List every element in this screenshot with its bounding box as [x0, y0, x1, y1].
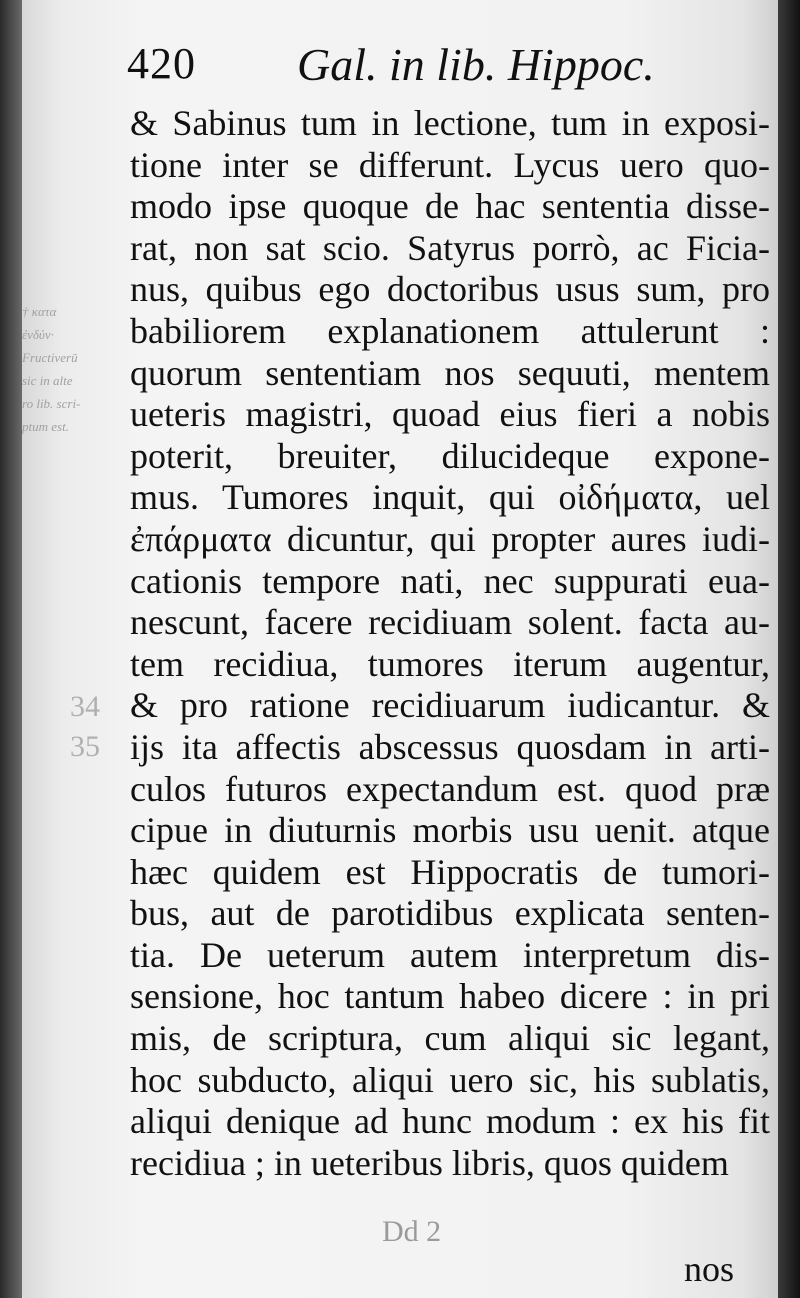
margin-number: 34 [70, 690, 100, 723]
running-head [127, 38, 687, 98]
text-line: hoc subducto, aliqui uero sic, his sublatis, [130, 1059, 770, 1100]
signature-mark: Dd 2 [382, 1215, 442, 1248]
body-text [130, 103, 770, 1184]
margin-note [22, 300, 112, 438]
text-line: hæc quidem est Hippocratis de tumori- [130, 851, 770, 892]
margin-note-line: Fructiverū [22, 350, 78, 365]
text-line: tia. De ueterum autem interpretum dis- [130, 934, 770, 975]
margin-note-line: ptum est. [22, 419, 69, 434]
text-line: mus. Tumores inquit, qui οἰδήματα, uel [130, 477, 770, 518]
margin-number: 35 [70, 730, 100, 763]
running-title: Gal. in lib. Hippoc. [297, 39, 655, 90]
text-line: poterit, breuiter, dilucideque expone- [130, 435, 770, 476]
page-number: 420 [127, 39, 196, 88]
margin-note-line: ro lib. scri- [22, 396, 81, 411]
book-page [22, 0, 778, 1298]
text-line: recidiua ; in ueteribus libris, quos quidem [130, 1142, 729, 1183]
page-edge-shadow [778, 0, 800, 1298]
text-line: tione inter se differunt. Lycus uero quo- [130, 144, 770, 185]
catchword: nos [683, 1249, 734, 1289]
text-line: ueteris magistri, quoad eius fieri a nobis [130, 394, 770, 435]
text-line: cationis tempore nati, nec suppurati eua- [130, 560, 770, 601]
margin-note-line: ἐνδύν· [22, 327, 54, 342]
text-line: rat, non sat scio. Satyrus porrò, ac Ficia- [130, 227, 770, 268]
text-line: nus, quibus ego doctoribus usus sum, pro [130, 269, 770, 310]
text-line: mis, de scriptura, cum aliqui sic legant, [130, 1018, 770, 1059]
margin-note-line: sic in alte [22, 373, 73, 388]
text-line: & pro ratione recidiuarum iudicantur. & [130, 685, 770, 726]
margin-note-line: † κατα [22, 304, 57, 319]
text-line: nescunt, facere recidiuam solent. facta au- [130, 602, 770, 643]
text-line: culos futuros expectandum est. quod præ [130, 768, 770, 809]
text-line: modo ipse quoque de hac sententia disse- [130, 186, 770, 227]
text-line: tem recidiua, tumores iterum augentur, [130, 643, 770, 684]
text-line: & Sabinus tum in lectione, tum in exposi- [130, 103, 770, 143]
text-line: sensione, hoc tantum habeo dicere : in pri [130, 976, 770, 1017]
page-gutter-shadow [0, 0, 22, 1298]
text-line: aliqui denique ad hunc modum : ex his fit [130, 1101, 770, 1142]
text-line: quorum sententiam nos sequuti, mentem [130, 352, 770, 393]
text-line: cipue in diuturnis morbis usu uenit. atque [130, 810, 770, 851]
text-line: babiliorem explanationem attulerunt : [130, 310, 770, 351]
text-line: ijs ita affectis abscessus quosdam in arti- [130, 726, 770, 767]
text-line: bus, aut de parotidibus explicata senten- [130, 893, 770, 934]
text-line: ἐπάρματα dicuntur, qui propter aures iudi- [130, 518, 770, 559]
